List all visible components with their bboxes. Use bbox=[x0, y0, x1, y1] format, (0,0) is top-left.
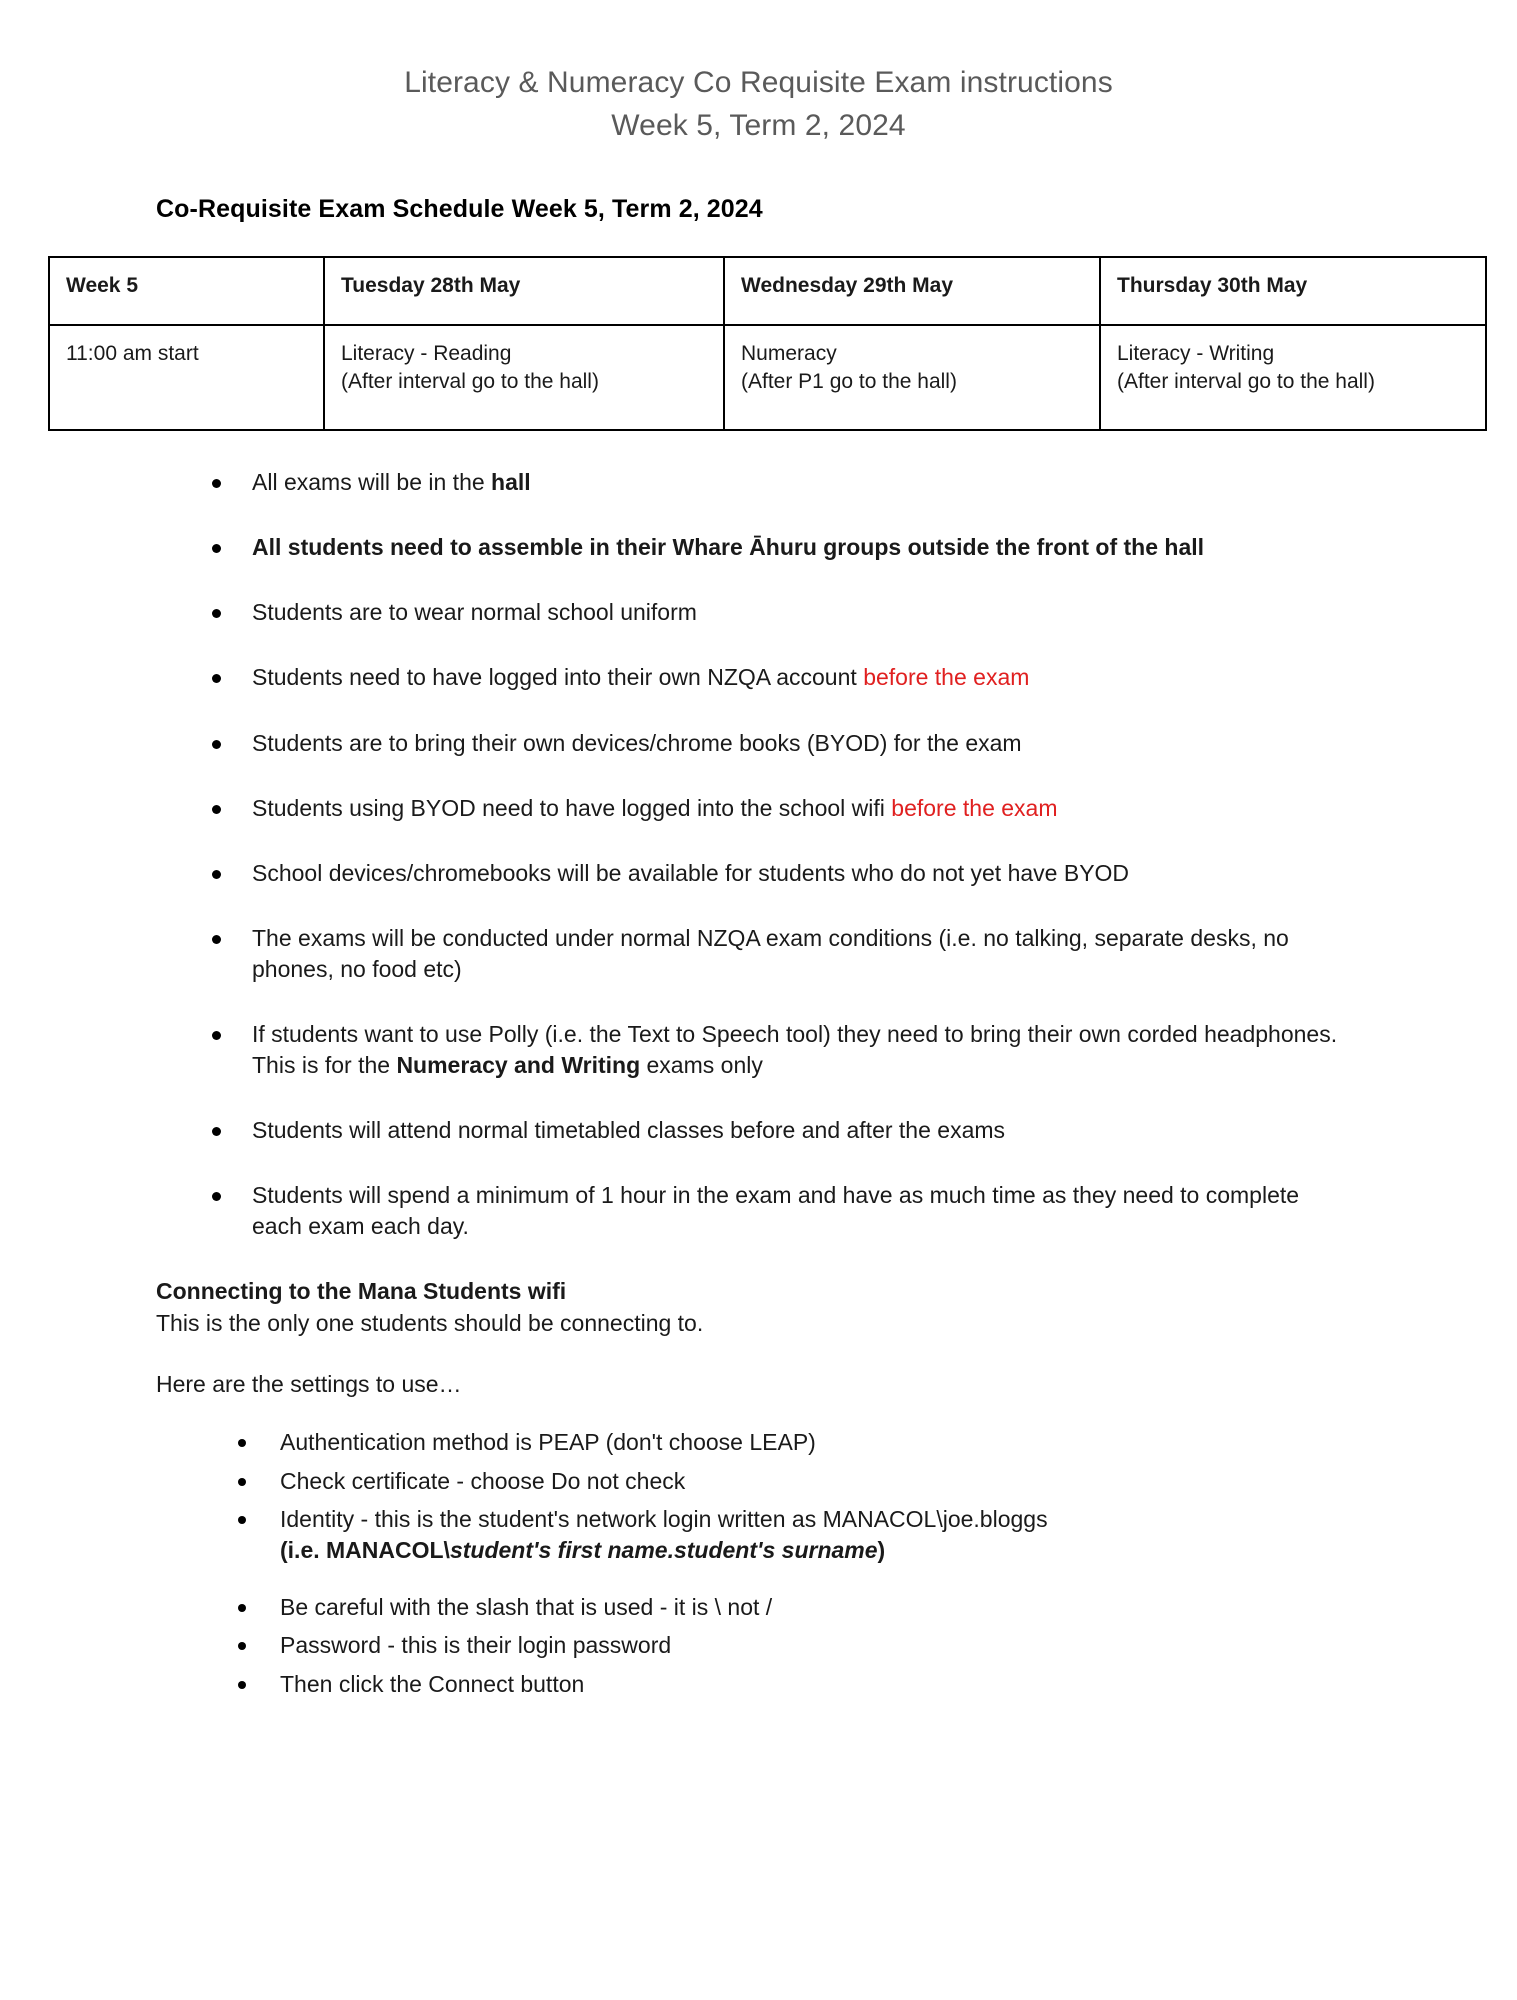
setting-text: Check certificate - choose Do not check bbox=[280, 1467, 686, 1494]
exam-note-thursday: (After interval go to the hall) bbox=[1117, 369, 1375, 393]
bullet-text: The exams will be conducted under normal NZQA exam conditions (i.e. no talking, separate desks, no phones, no food etc) bbox=[252, 924, 1289, 982]
table-cell-wednesday bbox=[724, 325, 1100, 430]
section-heading: Co-Requisite Exam Schedule Week 5, Term 2, 2024 bbox=[156, 195, 763, 224]
wifi-spacer bbox=[156, 1339, 1517, 1369]
bullet-text: Students need to have logged into their own NZQA account bbox=[252, 664, 864, 691]
bullet-text: All exams will be in the bbox=[252, 469, 492, 496]
table-cell-thursday bbox=[1100, 325, 1486, 430]
list-item bbox=[0, 662, 1517, 693]
table-header-tuesday: Tuesday 28th May bbox=[324, 257, 724, 325]
table-cell-start-time: 11:00 am start bbox=[49, 325, 324, 430]
exam-schedule-table bbox=[48, 256, 1487, 431]
bullet-text: School devices/chromebooks will be available for students who do not yet have BYOD bbox=[252, 859, 1130, 886]
exam-note-tuesday: (After interval go to the hall) bbox=[341, 369, 599, 393]
list-item bbox=[0, 532, 1517, 563]
document-title-line-1: Literacy & Numeracy Co Requisite Exam instructions bbox=[404, 66, 1113, 99]
exam-note-wednesday: (After P1 go to the hall) bbox=[741, 369, 957, 393]
exam-name-thursday: Literacy - Writing bbox=[1117, 341, 1275, 365]
list-item bbox=[0, 1592, 1517, 1623]
bullet-text-bold: hall bbox=[491, 469, 531, 496]
bullet-text-emphasis: before the exam bbox=[863, 664, 1030, 691]
table-header-thursday: Thursday 30th May bbox=[1100, 257, 1486, 325]
instructions-list bbox=[0, 467, 1517, 1242]
setting-text-italic: student's first name.student's surname bbox=[449, 1536, 878, 1563]
step-text: Password - this is their login password bbox=[280, 1632, 672, 1659]
bullet-text: If students want to use Polly (i.e. the Text to Speech tool) they need to bring their own corded headphones. This is for the bbox=[252, 1020, 1338, 1078]
wifi-settings-list bbox=[0, 1427, 1517, 1565]
list-item bbox=[0, 858, 1517, 889]
list-item bbox=[0, 1630, 1517, 1661]
list-item bbox=[0, 1115, 1517, 1146]
table-header-row bbox=[49, 257, 1486, 325]
list-item bbox=[0, 1019, 1517, 1081]
setting-text-bold-suffix: ) bbox=[877, 1536, 886, 1563]
bullet-text-bold: Numeracy and Writing bbox=[396, 1051, 641, 1078]
bullet-text: Students are to wear normal school uniform bbox=[252, 599, 697, 626]
wifi-heading: Connecting to the Mana Students wifi bbox=[156, 1278, 567, 1304]
wifi-final-steps-list bbox=[0, 1592, 1517, 1700]
wifi-subline: This is the only one students should be connecting to. bbox=[156, 1309, 704, 1336]
bullet-text-emphasis: before the exam bbox=[891, 794, 1058, 821]
table-row bbox=[49, 325, 1486, 430]
list-item bbox=[0, 597, 1517, 628]
schedule-table-wrapper bbox=[48, 256, 1485, 431]
step-text: Then click the Connect button bbox=[280, 1670, 585, 1697]
exam-name-wednesday: Numeracy bbox=[741, 341, 837, 365]
list-item bbox=[0, 1669, 1517, 1700]
setting-text-bold-prefix: (i.e. MANACOL\ bbox=[280, 1536, 450, 1563]
bullet-text: Students will attend normal timetabled classes before and after the exams bbox=[252, 1116, 1006, 1143]
table-header-wednesday: Wednesday 29th May bbox=[724, 257, 1100, 325]
bullet-text-bold: All students need to assemble in their Whare Āhuru groups outside the front of the hall bbox=[252, 534, 1205, 561]
list-item bbox=[0, 1427, 1517, 1458]
list-item bbox=[0, 923, 1517, 985]
document-title bbox=[0, 0, 1517, 147]
list-item bbox=[0, 728, 1517, 759]
bullet-text: Students are to bring their own devices/chrome books (BYOD) for the exam bbox=[252, 729, 1022, 756]
bullet-text: Students using BYOD need to have logged into the school wifi bbox=[252, 794, 892, 821]
exam-name-tuesday: Literacy - Reading bbox=[341, 341, 512, 365]
table-cell-tuesday bbox=[324, 325, 724, 430]
list-item bbox=[0, 467, 1517, 498]
bullet-text: exams only bbox=[640, 1051, 763, 1078]
wifi-section bbox=[156, 1276, 1517, 1401]
bullet-text: Students will spend a minimum of 1 hour in the exam and have as much time as they need to complete each exam each day. bbox=[252, 1181, 1300, 1239]
document-title-line-2: Week 5, Term 2, 2024 bbox=[611, 108, 906, 142]
table-header-week: Week 5 bbox=[49, 257, 324, 325]
list-item bbox=[0, 1180, 1517, 1242]
step-text: Be careful with the slash that is used - it is \ not / bbox=[280, 1593, 773, 1620]
setting-text: Authentication method is PEAP (don't choose LEAP) bbox=[280, 1429, 816, 1456]
wifi-settings-intro: Here are the settings to use… bbox=[156, 1371, 462, 1398]
list-item bbox=[0, 1466, 1517, 1497]
setting-text: Identity - this is the student's network login written as MANACOL\joe.bloggs bbox=[280, 1506, 1048, 1533]
list-item bbox=[0, 793, 1517, 824]
list-item bbox=[0, 1504, 1517, 1565]
